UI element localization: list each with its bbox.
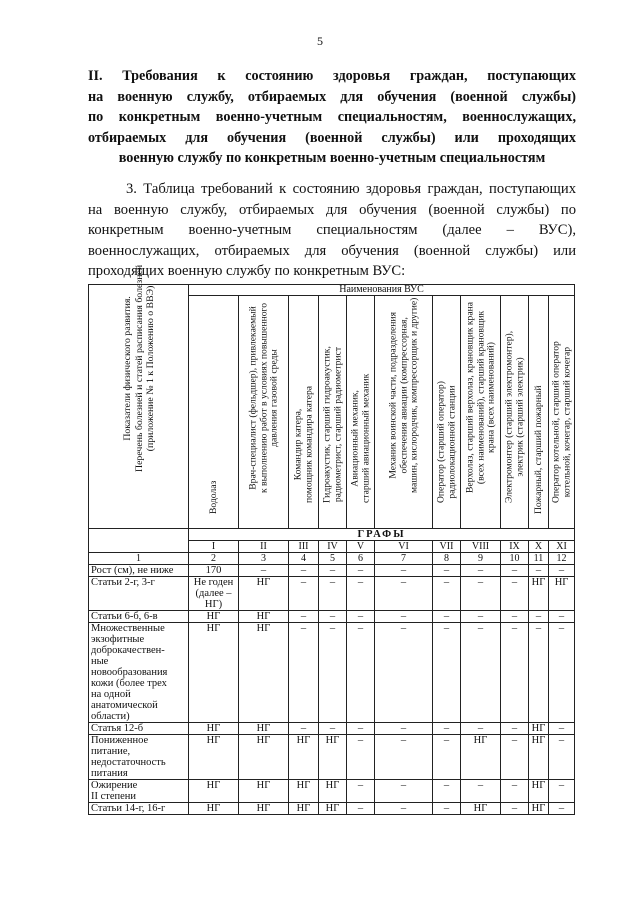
table-cell: – [549, 623, 575, 723]
grafy-row [89, 529, 575, 541]
vus-column-name: Авиационный механик, старший авиационный механик [349, 373, 371, 503]
table-cell: – [461, 780, 501, 803]
table-cell: НГ [289, 803, 319, 815]
column-number: 3 [239, 553, 289, 565]
table-cell: – [289, 723, 319, 735]
table-cell: – [529, 611, 549, 623]
vus-column-header [319, 296, 347, 529]
table-cell: НГ [189, 735, 239, 780]
column-number: 10 [501, 553, 529, 565]
column-number: 4 [289, 553, 319, 565]
table-cell: – [529, 565, 549, 577]
vus-column-name: Водолаз [207, 480, 219, 514]
table-cell: – [433, 565, 461, 577]
column-number: 2 [189, 553, 239, 565]
vus-column-name: Пожарный, старший пожарный [532, 385, 544, 514]
table-cell: – [461, 723, 501, 735]
table-cell: – [501, 623, 529, 723]
table-cell: НГ [461, 735, 501, 780]
table-cell: НГ [189, 803, 239, 815]
vus-column-header [347, 296, 375, 529]
row-label: Статьи 2-г, 3-г [89, 577, 189, 611]
row-label: Рост (см), не ниже [89, 565, 189, 577]
table-cell: – [501, 611, 529, 623]
table-row [89, 803, 575, 815]
row-header-label: Показатели физического развития. Перечень болезней и статей расписания болезней (приложение № 1 к Положению о ВВЭ) [121, 264, 156, 472]
table-cell: НГ [461, 803, 501, 815]
table-cell: – [347, 735, 375, 780]
intro-line: 3. Таблица требований к состоянию здоровья граждан, поступающих [126, 181, 576, 197]
vus-column-header [239, 296, 289, 529]
table-cell: НГ [189, 623, 239, 723]
table-cell: – [319, 577, 347, 611]
column-roman: IX [501, 541, 529, 553]
table-row [89, 623, 575, 723]
table-cell: НГ [239, 780, 289, 803]
row-label: Ожирение II степени [89, 780, 189, 803]
table-row [89, 577, 575, 611]
column-number: 7 [375, 553, 433, 565]
table-cell: НГ [189, 780, 239, 803]
table-cell: – [433, 577, 461, 611]
table-cell: – [461, 623, 501, 723]
table-row [89, 611, 575, 623]
page-number: 5 [317, 34, 323, 48]
table-cell: НГ [239, 577, 289, 611]
vus-column-header [433, 296, 461, 529]
table-cell: – [433, 623, 461, 723]
row-header-cell [89, 264, 189, 529]
table-cell: – [529, 623, 549, 723]
table-cell: – [501, 735, 529, 780]
vus-column-header [501, 296, 529, 529]
table-cell: НГ [289, 735, 319, 780]
table-cell: – [289, 623, 319, 723]
table-cell: 170 [189, 565, 239, 577]
column-roman: X [529, 541, 549, 553]
table-cell: – [289, 611, 319, 623]
column-roman: I [189, 541, 239, 553]
column-roman: VIII [461, 541, 501, 553]
table-cell: – [375, 803, 433, 815]
roman-blank [89, 541, 189, 553]
row-label: Статьи 14-г, 16-г [89, 803, 189, 815]
table-row [89, 723, 575, 735]
table-cell: – [375, 723, 433, 735]
table-cell: – [319, 623, 347, 723]
vus-column-header [461, 296, 501, 529]
table-cell: – [375, 735, 433, 780]
table-row [89, 565, 575, 577]
table-cell: НГ [189, 611, 239, 623]
table-cell: НГ [319, 735, 347, 780]
table-cell: НГ [319, 803, 347, 815]
section-heading [88, 66, 576, 169]
vus-column-header [189, 296, 239, 529]
table-cell: НГ [239, 803, 289, 815]
table-cell: – [549, 723, 575, 735]
column-number: 8 [433, 553, 461, 565]
row-label: Пониженное питание, недостаточность питания [89, 735, 189, 780]
table-cell: – [501, 780, 529, 803]
table-cell: – [289, 577, 319, 611]
table-cell: – [501, 565, 529, 577]
intro-line: на военную службу, отбираемых для обучения (военной службы) по [88, 201, 576, 218]
table-cell: – [433, 611, 461, 623]
grafy-blank [89, 529, 189, 541]
table-cell: – [501, 803, 529, 815]
table-cell: – [347, 565, 375, 577]
table-cell: – [549, 803, 575, 815]
column-number-row [89, 553, 575, 565]
vus-column-name: Оператор котельной, старший оператор котельной, кочегар, старший кочегар [550, 341, 572, 503]
column-number: 5 [319, 553, 347, 565]
table-cell: НГ [319, 780, 347, 803]
column-number: 1 [89, 553, 189, 565]
table-cell: – [549, 611, 575, 623]
column-roman: IV [319, 541, 347, 553]
vus-column-header [549, 296, 575, 529]
vus-column-name: Врач-специалист (фельдшер), привлекаемый к выполнению работ в условиях повышенного давления газовой среды [246, 302, 279, 493]
heading-line: отбираемых для обучения (военной службы) или проходящих [88, 129, 576, 146]
intro-paragraph [88, 179, 576, 282]
table-cell: – [347, 723, 375, 735]
grafy-label: ГРАФЫ [189, 529, 575, 541]
vus-column-name: Гидроакустик, старший гидроакустик, радиометрист, старший радиометрист [321, 346, 343, 503]
table-cell: НГ [289, 780, 319, 803]
table-cell: – [549, 780, 575, 803]
row-label: Множественные экзофитные доброкачествен- ные новообразования кожи (более трех на одной анатомической области) [89, 623, 189, 723]
table-cell: – [375, 577, 433, 611]
table-cell: НГ [529, 735, 549, 780]
column-roman: VI [375, 541, 433, 553]
heading-line: военную службу по конкретным военно-учетным специальностям [118, 150, 546, 166]
table-cell: – [461, 565, 501, 577]
table-cell: НГ [549, 577, 575, 611]
table-cell: – [549, 565, 575, 577]
column-roman: III [289, 541, 319, 553]
table-cell: НГ [239, 623, 289, 723]
table-cell: НГ [239, 735, 289, 780]
heading-line: на военную службу, отбираемых для обучения (военной службы) [88, 88, 576, 105]
table-cell: – [501, 723, 529, 735]
table-cell: – [319, 565, 347, 577]
table-cell: – [375, 780, 433, 803]
vus-group-header: Наименования ВУС [189, 285, 575, 296]
vus-column-name: Командир катера, помощник командира катера [292, 385, 314, 503]
table-cell: НГ [239, 611, 289, 623]
vus-column-name: Электромонтер (старший электромонтер), электрик (старший электрик) [503, 330, 525, 503]
table-cell: НГ [529, 577, 549, 611]
vus-column-name: Механик воинской части, подразделения обеспечения авиации (компрессорная, машин, кислородчик, компрессорщик и другие) [386, 297, 419, 493]
table-cell: – [319, 723, 347, 735]
table-cell: – [433, 803, 461, 815]
table-cell: – [433, 735, 461, 780]
column-number: 11 [529, 553, 549, 565]
table-cell: – [239, 565, 289, 577]
table-cell: НГ [529, 723, 549, 735]
roman-row [89, 541, 575, 553]
vus-column-name: Верхолаз, старший верхолаз, крановщик крана (всех наименований), старший крановщик крана (всех наименований) [463, 301, 496, 493]
column-number: 12 [549, 553, 575, 565]
table-cell: – [289, 565, 319, 577]
row-label: Статья 12-б [89, 723, 189, 735]
table-cell: – [461, 611, 501, 623]
table-cell: – [375, 623, 433, 723]
table-cell: – [549, 735, 575, 780]
table-cell: НГ [529, 803, 549, 815]
table-cell: Не годен (далее – НГ) [189, 577, 239, 611]
table-cell: – [375, 611, 433, 623]
table-row [89, 735, 575, 780]
intro-line: проходящих военную службу по конкретным ВУС: [88, 263, 406, 279]
table-cell: – [347, 623, 375, 723]
column-number: 9 [461, 553, 501, 565]
column-roman: XI [549, 541, 575, 553]
table-cell: – [347, 803, 375, 815]
table-row [89, 780, 575, 803]
table-cell: – [347, 577, 375, 611]
column-roman: VII [433, 541, 461, 553]
heading-line: по конкретным военно-учетным специальностям, военнослужащих, [88, 109, 576, 125]
table-cell: НГ [189, 723, 239, 735]
column-roman: V [347, 541, 375, 553]
table-cell: – [501, 577, 529, 611]
column-roman: II [239, 541, 289, 553]
table-cell: – [347, 611, 375, 623]
vus-column-header [529, 296, 549, 529]
table-cell: НГ [239, 723, 289, 735]
table-cell: – [319, 611, 347, 623]
intro-line: конкретным военно-учетным специальностям (далее – ВУС), [88, 222, 576, 238]
vus-column-header [375, 296, 433, 529]
row-label: Статьи 6-б, 6-в [89, 611, 189, 623]
vus-column-name: Оператор (старший оператор) радиолокационной станции [435, 381, 457, 503]
table-cell: НГ [529, 780, 549, 803]
heading-line: II. Требования к состоянию здоровья граждан, поступающих [88, 68, 576, 84]
intro-line: военнослужащих, отбираемых для обучения (военной службы) или [88, 242, 576, 259]
table-cell: – [461, 577, 501, 611]
table-cell: – [347, 780, 375, 803]
table-cell: – [433, 723, 461, 735]
table-cell: – [433, 780, 461, 803]
column-number: 6 [347, 553, 375, 565]
table-cell: – [375, 565, 433, 577]
vus-column-header [289, 296, 319, 529]
